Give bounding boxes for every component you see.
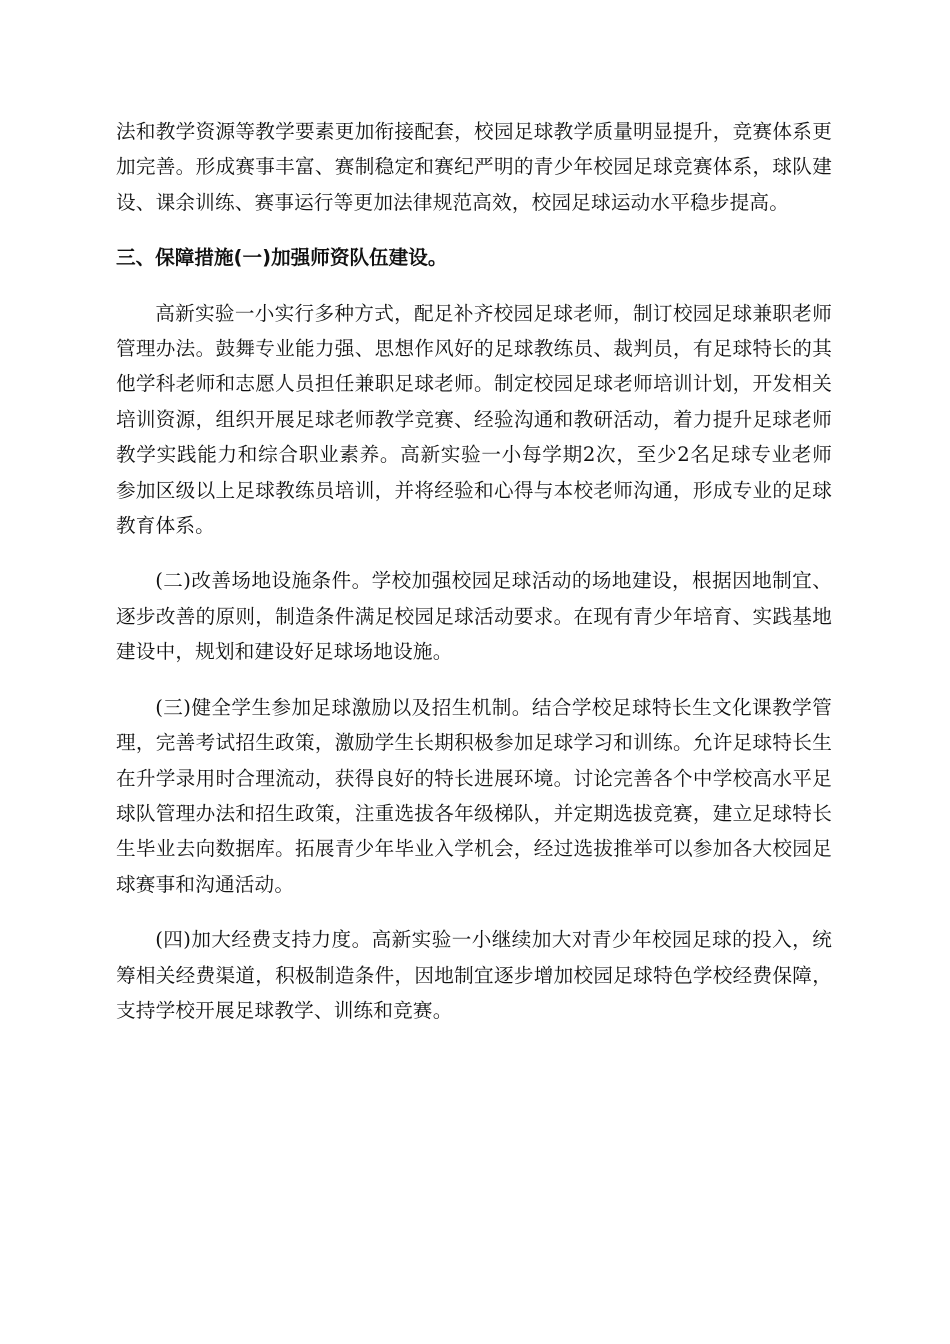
paragraph-facilities: (二)改善场地设施条件。学校加强校园足球活动的场地建设，根据因地制宜、逐步改善的原则，制造条件满足校园足球活动要求。在现有青少年培育、实践基地建设中，规划和建设好足球场地设施。 [116,569,832,664]
paragraph-funding: (四)加大经费支持力度。高新实验一小继续加大对青少年校园足球的投入，统筹相关经费渠道，积极制造条件，因地制宜逐步增加校园足球特色学校经费保障，支持学校开展足球教学、训练和竞赛。 [116,928,832,1022]
paragraph-teacher-team: 高新实验一小实行多种方式，配足补齐校园足球老师，制订校园足球兼职老师管理办法。鼓舞专业能力强、思想作风好的足球教练员、裁判员，有足球特长的其他学科老师和志愿人员担任兼职足球老师。制定校园足球老师培训计划，开发相关培训资源，组织开展足球老师教学竞赛、经验沟通和教研活动，着力提升足球老师教学实践能力和综合职业素养。高新实验一小每学期2次，至少2名足球专业老师参加区级以上足球教练员培训，并将经验和心得与本校老师沟通，形成专业的足球教育体系。 [116,301,832,538]
document-page [116,114,832,1028]
section-heading: 三、保障措施(一)加强师资队伍建设。 [116,246,448,270]
intro-paragraph: 法和教学资源等教学要素更加衔接配套，校园足球教学质量明显提升，竞赛体系更加完善。形成赛事丰富、赛制稳定和赛纪严明的青少年校园足球竞赛体系，球队建设、课余训练、赛事运行等更加法律规范高效，校园足球运动水平稳步提高。 [116,120,832,214]
paragraph-student-incentives: (三)健全学生参加足球激励以及招生机制。结合学校足球特长生文化课教学管理，完善考试招生政策，激励学生长期积极参加足球学习和训练。允许足球特长生在升学录用时合理流动，获得良好的特长进展环境。讨论完善各个中学校高水平足球队管理办法和招生政策，注重选拔各年级梯队，并定期选拔竞赛，建立足球特长生毕业去向数据库。拓展青少年毕业入学机会，经过选拔推举可以参加各大校园足球赛事和沟通活动。 [116,695,832,896]
